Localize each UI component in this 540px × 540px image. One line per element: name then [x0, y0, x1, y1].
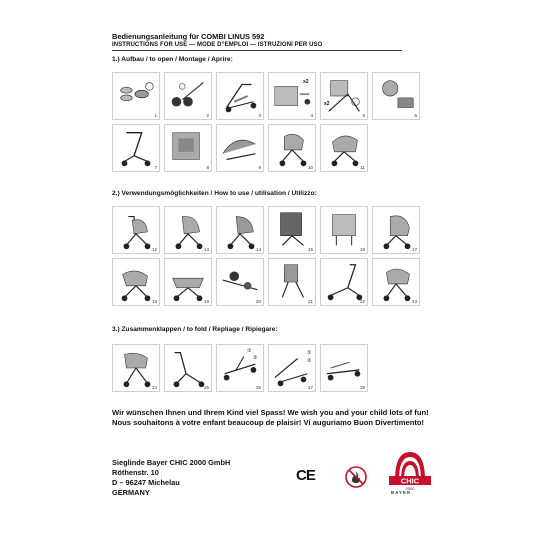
step-callout: ① — [307, 350, 312, 356]
instruction-panel-22 — [320, 258, 368, 306]
wheel-mount-drawing — [165, 73, 211, 119]
instruction-panel-13 — [164, 206, 212, 254]
step-callout: ② — [253, 355, 258, 361]
document-title: Bedienungsanleitung für COMBI LINUS 592 — [112, 32, 265, 41]
instruction-panel-12 — [112, 206, 160, 254]
frame-unfold-drawing — [217, 73, 263, 119]
panel-number: 20 — [255, 299, 261, 304]
instruction-panel-25 — [164, 344, 212, 392]
step-callout: ② — [307, 358, 312, 364]
section-2-heading: 2.) Verwendungsmöglichkeiten / How to use / utilisation / Utilizzo: — [112, 190, 317, 197]
panel-number: 6 — [414, 113, 417, 118]
instruction-panel-19 — [164, 258, 212, 306]
closing-message: Wir wünschen Ihnen und Ihrem Kind viel Spass! We wish you and your child lots of fun! Nous souhaitons à votre enfant beaucoup de plaisir! Vi auguriamo Buon Divertimento! — [112, 408, 429, 427]
brake-detail-drawing — [373, 73, 419, 119]
company-country: GERMANY — [112, 488, 150, 497]
quantity-callout: x2 — [324, 101, 330, 107]
panel-number: 14 — [255, 247, 261, 252]
panel-number: 4 — [310, 113, 313, 118]
panel-number: 24 — [151, 385, 157, 390]
instruction-panel-16 — [320, 206, 368, 254]
panel-number: 19 — [203, 299, 209, 304]
frame-attach-drawing — [321, 73, 367, 119]
panel-number: 5 — [362, 113, 365, 118]
panel-number: 26 — [255, 385, 261, 390]
panel-number: 9 — [258, 165, 261, 170]
logo-subtitle: BAYER — [391, 490, 412, 495]
instruction-panel-2 — [164, 72, 212, 120]
panel-number: 15 — [307, 247, 313, 252]
open-frame-drawing — [113, 125, 159, 171]
header-rule — [112, 50, 402, 51]
panel-number: 8 — [206, 165, 209, 170]
panel-number: 13 — [203, 247, 209, 252]
instruction-panel-14 — [216, 206, 264, 254]
panel-number: 21 — [307, 299, 313, 304]
wheels-drawing — [113, 73, 159, 119]
quantity-callout: x2 — [303, 79, 309, 85]
instruction-panel-6 — [372, 72, 420, 120]
seat-insert-drawing — [165, 125, 211, 171]
canopy-drawing — [217, 125, 263, 171]
logo-number: 2000 — [405, 486, 415, 491]
panel-number: 16 — [359, 247, 365, 252]
panel-number: 25 — [203, 385, 209, 390]
panel-number: 11 — [360, 165, 365, 170]
company-address — [112, 458, 230, 498]
panel-number: 17 — [411, 247, 417, 252]
instruction-panel-17 — [372, 206, 420, 254]
instruction-panel-15 — [268, 206, 316, 254]
panel-number: 28 — [359, 385, 365, 390]
instruction-panel-18 — [112, 258, 160, 306]
instruction-panel-21 — [268, 258, 316, 306]
instruction-panel-4 — [268, 72, 316, 120]
company-city: D – 96247 Michelau — [112, 478, 180, 487]
instruction-panel-27 — [268, 344, 316, 392]
instruction-panel-23 — [372, 258, 420, 306]
panel-number: 18 — [151, 299, 157, 304]
panel-number: 7 — [154, 165, 157, 170]
document-subtitle: INSTRUCTIONS FOR USE — MODE D”EMPLOI — ISTRUZIONI PER USO — [112, 42, 323, 48]
panel-number: 10 — [307, 165, 313, 170]
instruction-panel-3 — [216, 72, 264, 120]
panel-number: 23 — [411, 299, 417, 304]
instruction-panel-10 — [268, 124, 316, 172]
company-street: Röthenstr. 10 — [112, 468, 159, 477]
instruction-panel-1 — [112, 72, 160, 120]
instruction-panel-24 — [112, 344, 160, 392]
panel-number: 2 — [206, 113, 209, 118]
instruction-panel-7 — [112, 124, 160, 172]
instruction-panel-11 — [320, 124, 368, 172]
company-name: Sieglinde Bayer CHIC 2000 GmbH — [112, 458, 231, 467]
instruction-panel-8 — [164, 124, 212, 172]
ce-mark: CE — [296, 467, 315, 484]
instruction-panel-28 — [320, 344, 368, 392]
panel-number: 3 — [258, 113, 261, 118]
section-1-heading: 1.) Aufbau / to open / Montage / Aprire: — [112, 56, 233, 63]
panel-number: 27 — [307, 385, 313, 390]
panel-number: 1 — [154, 113, 157, 118]
instruction-panel-26 — [216, 344, 264, 392]
panel-number: 12 — [151, 247, 157, 252]
logo-wordmark: CHIC — [400, 476, 420, 486]
step-callout: ① — [247, 348, 252, 354]
instruction-panel-9 — [216, 124, 264, 172]
instruction-panel-5 — [320, 72, 368, 120]
section-3-heading: 3.) Zusammenklappen / to fold / Repliage / Ripiegare: — [112, 326, 278, 333]
panel-number: 22 — [359, 299, 365, 304]
no-fire-icon — [345, 466, 367, 488]
instruction-panel-20 — [216, 258, 264, 306]
